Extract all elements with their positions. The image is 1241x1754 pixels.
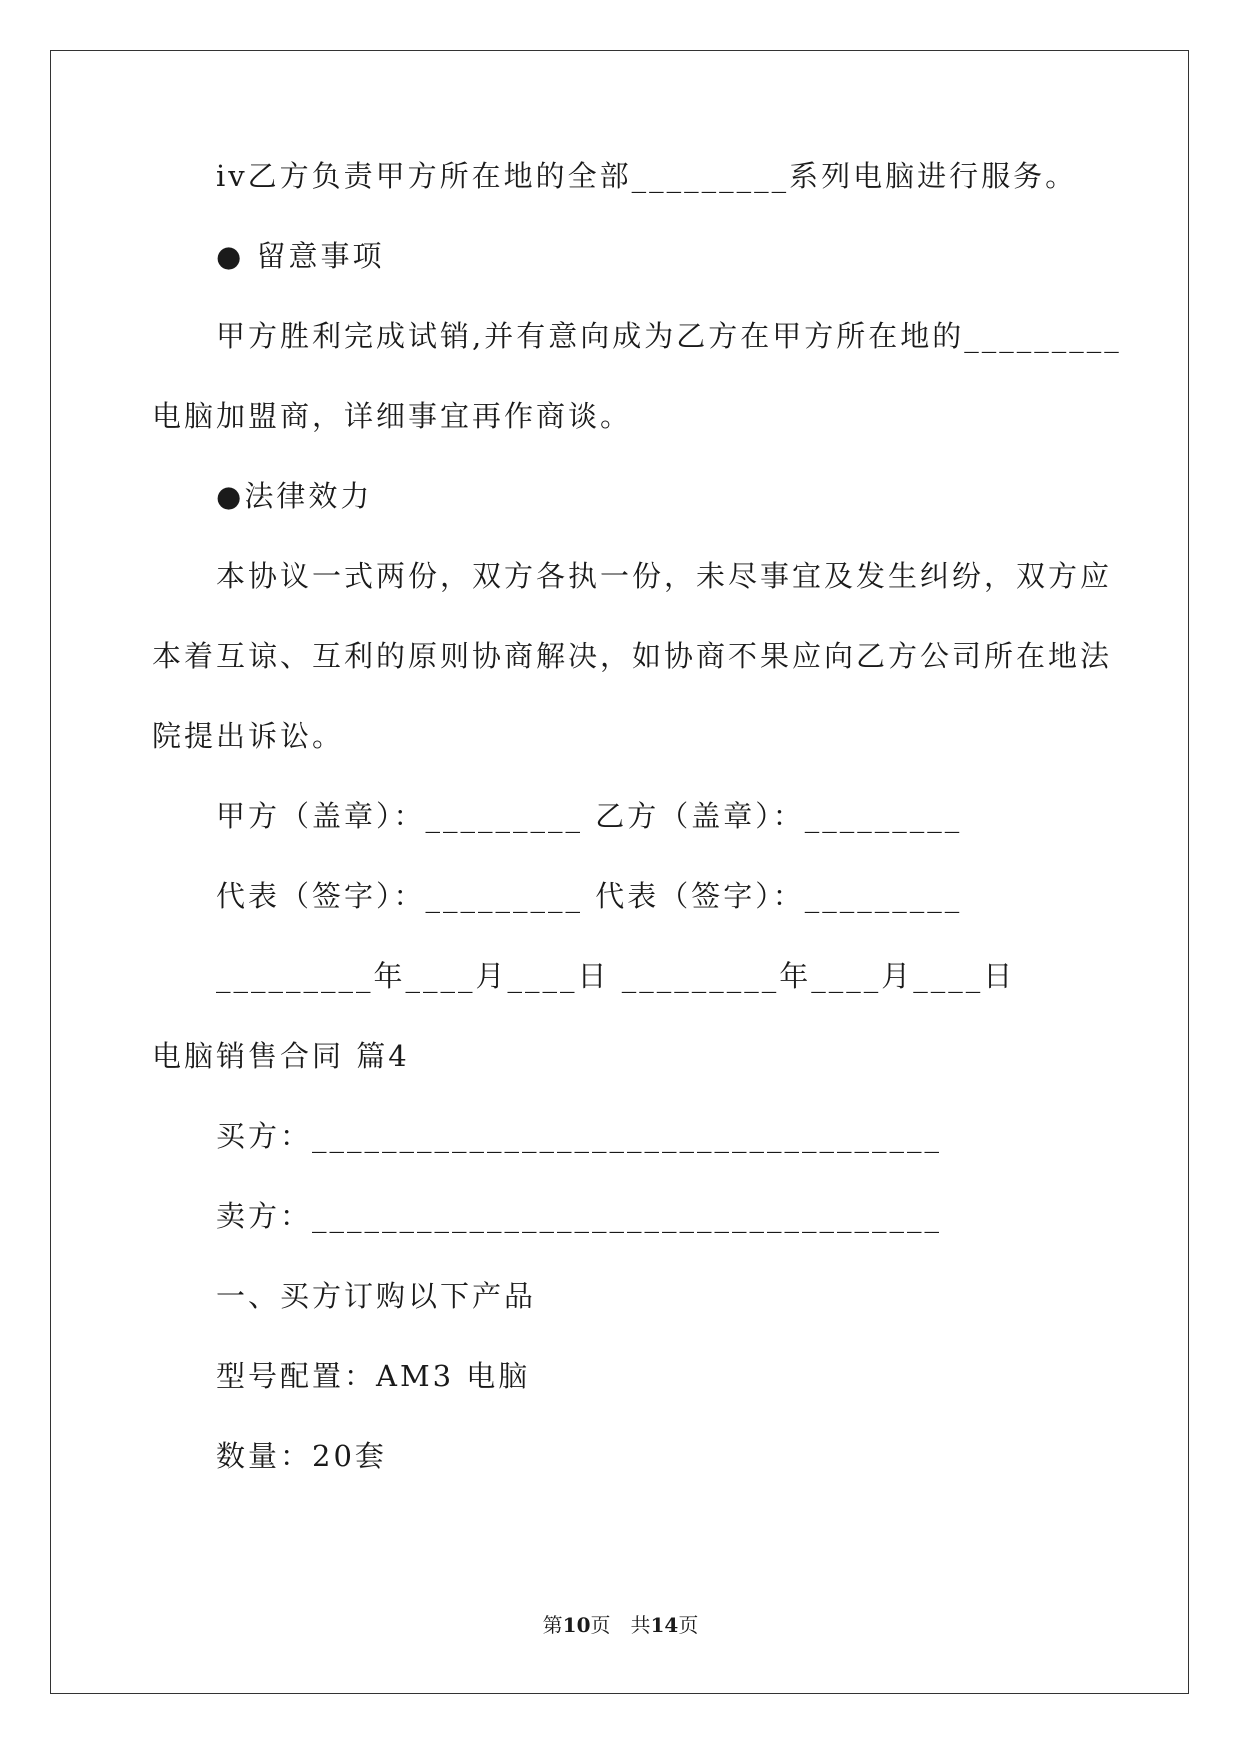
heading-legal-effect-label: 法律效力: [244, 479, 373, 513]
model-config-line: 型号配置：AM3 电脑: [216, 1359, 531, 1393]
paragraph-agreement-line3: 院提出诉讼。: [152, 719, 345, 753]
signature-seal-line: 甲方（盖章）：_________ 乙方（盖章）：_________: [216, 799, 963, 833]
footer-prefix: 第: [542, 1613, 563, 1637]
clause-service-scope: iv乙方负责甲方所在地的全部_________系列电脑进行服务。: [216, 159, 1078, 193]
bullet-icon: ●: [216, 239, 245, 273]
heading-legal-effect: [216, 478, 372, 514]
footer-page-number: 10: [562, 1613, 591, 1637]
footer-mid: 页 共: [590, 1613, 651, 1637]
footer-suffix: 页: [678, 1613, 699, 1637]
clause-heading-products: 一、买方订购以下产品: [216, 1279, 537, 1313]
seller-line: 卖方：____________________________________: [216, 1199, 943, 1233]
paragraph-trial-sale-line1: 甲方胜利完成试销,并有意向成为乙方在甲方所在地的_________: [216, 319, 1122, 353]
signature-date-line: _________年____月____日 _________年____月____日: [216, 959, 1016, 993]
footer-total-pages: 14: [650, 1613, 679, 1637]
paragraph-trial-sale-line2: 电脑加盟商，详细事宜再作商谈。: [152, 399, 633, 433]
buyer-line: 买方：____________________________________: [216, 1119, 943, 1153]
signature-rep-line: 代表（签字）：_________ 代表（签字）：_________: [216, 879, 963, 913]
bullet-icon: ●: [216, 479, 245, 513]
page-footer: [0, 1613, 1241, 1637]
paragraph-agreement-line2: 本着互谅、互利的原则协商解决，如协商不果应向乙方公司所在地法: [152, 639, 1113, 673]
section-title: 电脑销售合同 篇4: [152, 1039, 410, 1073]
heading-notes: [216, 238, 385, 274]
paragraph-agreement-line1: 本协议一式两份，双方各执一份，未尽事宜及发生纠纷，双方应: [216, 559, 1113, 593]
heading-notes-label: 留意事项: [256, 239, 385, 273]
quantity-line: 数量：20套: [216, 1439, 387, 1473]
